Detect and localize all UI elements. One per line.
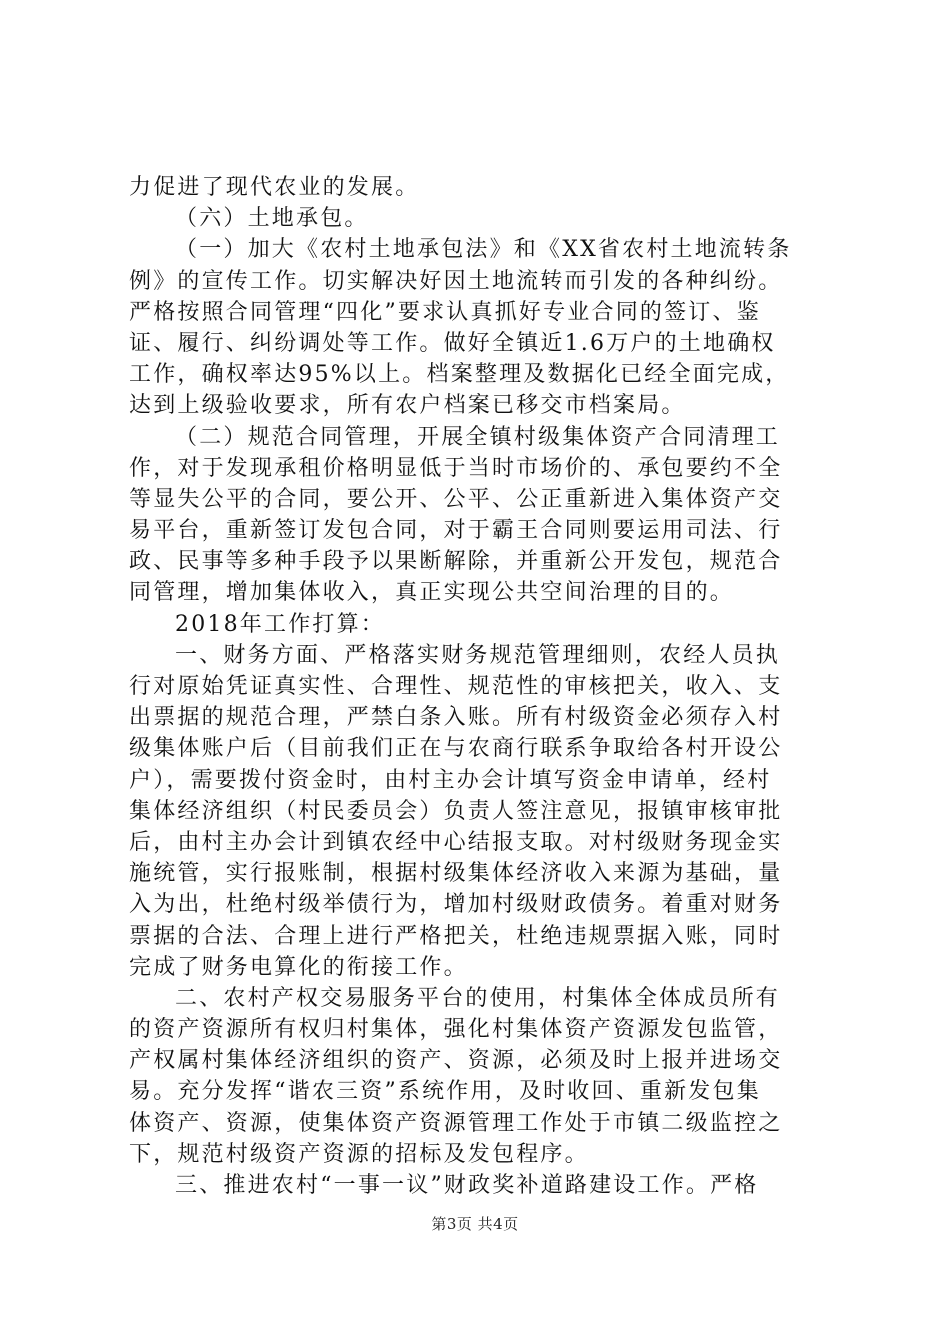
text-line: 等显失公平的合同，要公开、公平、公正重新进入集体资产交 [129, 486, 783, 512]
text-line: 施统管，实行报账制，根据村级集体经济收入来源为基础，量 [129, 861, 783, 887]
text-line: 严格按照合同管理“四化”要求认真抓好专业合同的签订、鉴 [129, 299, 761, 325]
text-line: 级集体账户后（目前我们正在与农商行联系争取给各村开设公 [129, 736, 783, 762]
section-heading: 2018年工作打算： [175, 611, 385, 637]
text-line: 行对原始凭证真实性、合理性、规范性的审核把关，收入、支 [129, 674, 783, 699]
text-line: 例》的宣传工作。切实解决好因土地流转而引发的各种纠纷。 [129, 268, 783, 294]
text-line: 易平台，重新签订发包合同，对于霸王合同则要运用司法、行 [129, 518, 783, 544]
text-line: 工作，确权率达95%以上。档案整理及数据化已经全面完成， [129, 362, 790, 388]
text-line: 户），需要拨付资金时，由村主办会计填写资金申请单，经村 [129, 767, 772, 793]
text-line: 后，由村主办会计到镇农经中心结报支取。对村级财务现金实 [129, 829, 783, 855]
text-line: 产权属村集体经济组织的资产、资源，必须及时上报并进场交 [129, 1048, 783, 1074]
text-line: 集体经济组织（村民委员会）负责人签注意见，报镇审核审批 [129, 798, 783, 824]
text-line: （二）规范合同管理，开展全镇村级集体资产合同清理工 [175, 424, 781, 450]
text-line: 三、推进农村“一事一议”财政奖补道路建设工作。严格 [175, 1173, 759, 1198]
text-line: 入为出，杜绝村级举债行为，增加村级财政债务。着重对财务 [129, 892, 783, 918]
text-line: 一、财务方面、严格落实财务规范管理细则，农经人员执 [175, 642, 781, 668]
text-line: 同管理，增加集体收入，真正实现公共空间治理的目的。 [129, 580, 735, 606]
text-line: 票据的合法、合理上进行严格把关，杜绝违规票据入账，同时 [129, 923, 783, 949]
text-line: 易。充分发挥“谐农三资”系统作用，及时收回、重新发包集 [129, 1079, 761, 1105]
text-line: 完成了财务电算化的衔接工作。 [129, 954, 468, 980]
text-line: 下，规范村级资产资源的招标及发包程序。 [129, 1141, 589, 1167]
text-line: 二、农村产权交易服务平台的使用，村集体全体成员所有 [175, 985, 781, 1011]
text-line: 的资产资源所有权归村集体，强化村集体资产资源发包监管， [129, 1017, 783, 1043]
text-line: 达到上级验收要求，所有农户档案已移交市档案局。 [129, 393, 686, 419]
text-line: 力促进了现代农业的发展。 [129, 175, 420, 200]
text-line: 政、民事等多种手段予以果断解除，并重新公开发包，规范合 [129, 549, 783, 575]
page-number-footer: 第3页 共4页 [431, 1215, 519, 1233]
text-line: 作，对于发现承租价格明显低于当时市场价的、承包要约不全 [129, 455, 783, 481]
text-line: 体资产、资源，使集体资产资源管理工作处于市镇二级监控之 [129, 1110, 783, 1136]
text-line: 证、履行、纠纷调处等工作。做好全镇近1.6万户的土地确权 [129, 330, 776, 356]
document-body [129, 172, 829, 1201]
section-heading: （六）土地承包。 [175, 206, 369, 232]
text-line: 出票据的规范合理，严禁白条入账。所有村级资金必须存入村 [129, 705, 783, 731]
text-line: （一）加大《农村土地承包法》和《XX省农村土地流转条 [175, 237, 792, 263]
